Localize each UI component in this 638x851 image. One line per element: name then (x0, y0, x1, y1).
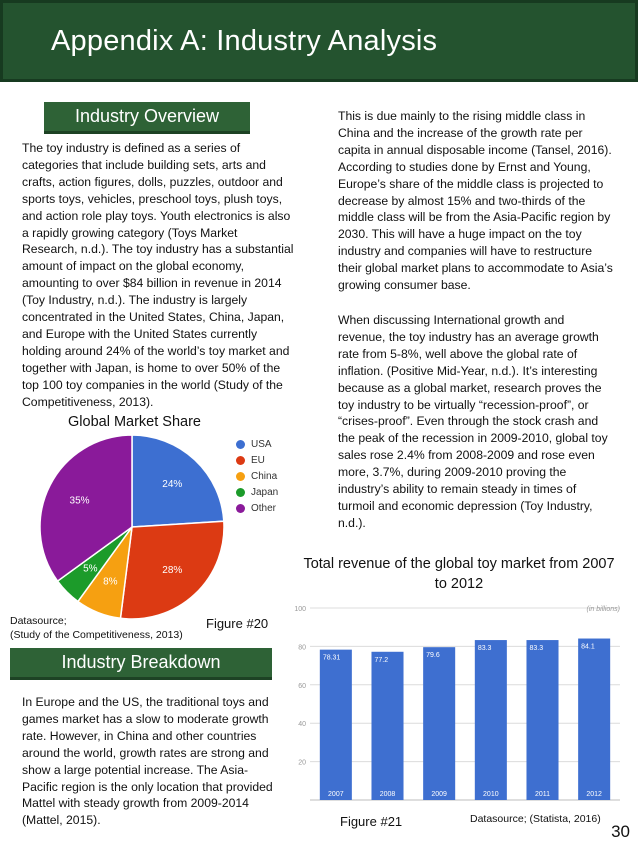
x-tick-label: 2007 (328, 791, 344, 798)
bar-2010 (475, 640, 507, 800)
x-tick-label: 2011 (534, 791, 551, 798)
bar-value-label: 83.3 (529, 645, 544, 653)
figure-20-label: Figure #20 (206, 616, 269, 631)
pie-data-label: 8% (103, 576, 118, 588)
legend-item-eu (236, 452, 278, 468)
middle-class-paragraph: This is due mainly to the rising middle class in China and the increase of the growth rate per capita in annual disposable income (Tansel, 2016). According to studies done by Ernst and Young, Europe’s share of the middle class is projected to decrease by almost 15% and two-thirds of the middle class will be from the Asia-Pacific region by 2030. This will have a huge impact on the toy industry and companies will have to restructure their global market plans to accommodate to Asia’s growing consumer base. (338, 109, 613, 293)
overview-paragraph: The toy industry is defined as a series of categories that include building sets, arts and crafts, action figures, dolls, puzzles, outdoor and sports toys, vehicles, preschool toys, plush toys, and action role play toys. Youth electronics is also a rapidly growing category (Toys Market Research, n.d.). The toy industry has a substantial amount of impact on the global economy, amounting to over $84 billion in revenue in 2014 (Toy Industry, n.d.). The industry is largely concentrated in the United States, China, Japan, and Europe with the United States currently holding around 24% of the world’s toy market and together with Japan, is home to over 50% of the top 100 toy companies in the world (Study of the Competitiveness, 2013). (22, 141, 294, 409)
section-heading-overview: Industry Overview (44, 102, 250, 134)
bar-value-label: 84.1 (581, 643, 595, 651)
x-tick-label: 2009 (431, 791, 447, 798)
bar-chart (290, 596, 630, 812)
legend-swatch (236, 504, 245, 513)
bar-datasource: Datasource; (Statista, 2016) (470, 813, 601, 825)
pie-chart-title: Global Market Share (68, 414, 201, 430)
bar-value-label: 83.3 (477, 645, 492, 653)
y-tick-label: 40 (298, 721, 306, 729)
legend-label: USA (251, 438, 272, 450)
legend-item-usa (236, 436, 278, 452)
legend-label: Other (251, 502, 277, 514)
x-tick-label: 2008 (379, 791, 396, 798)
bar-2008 (371, 652, 403, 800)
legend-swatch (236, 456, 245, 465)
bar-2011 (526, 640, 558, 800)
bar-chart-title: Total revenue of the global toy market from 2007 to 2012 (303, 556, 615, 592)
y-tick-label: 100 (294, 606, 306, 613)
page-title: Appendix A: Industry Analysis (51, 25, 438, 57)
legend-item-china (236, 468, 278, 484)
pie-data-label: 28% (162, 564, 183, 576)
bar-2012 (578, 639, 610, 800)
legend-label: EU (251, 454, 265, 466)
legend-label: Japan (251, 486, 279, 498)
y-tick-label: 80 (298, 644, 306, 652)
figure-21-label: Figure #21 (340, 814, 403, 829)
section-heading-breakdown: Industry Breakdown (10, 648, 272, 680)
bar-2009 (423, 647, 455, 800)
bar-value-label: 78.31 (322, 654, 341, 662)
page-number: 30 (611, 822, 630, 841)
y-tick-label: 60 (298, 682, 306, 690)
y-tick-label: 20 (298, 759, 306, 767)
pie-chart (20, 432, 230, 622)
legend-swatch (236, 440, 245, 449)
x-tick-label: 2010 (483, 791, 499, 798)
bar-unit-note: (in billions) (586, 606, 620, 613)
legend-swatch (236, 472, 245, 481)
legend-item-japan (236, 484, 278, 500)
bar-value-label: 79.6 (426, 652, 440, 660)
pie-data-label: 5% (83, 563, 98, 575)
pie-datasource-label: Datasource; (10, 615, 67, 627)
legend-label: China (251, 470, 278, 482)
header-banner (0, 0, 638, 82)
legend-item-other (236, 500, 278, 516)
pie-data-label: 35% (69, 495, 90, 507)
growth-paragraph: When discussing International growth and revenue, the toy industry has an average growth rate from 5-8%, well above the global rate of inflation. (Positive Mid-Year, n.d.). It’s interesting because as a global market, research proves the toy industry to be virtually “recession-proof”, or “crises-proof”. Even through the stock crash and the peak of the recession in 2009-2010, global toy sales rose 2.4% from 2008-2009 and rose even more, 3.7%, during 2009-2010 proving the industry’s ability to remain steady in times of turmoil and economic depression (Toy Industry, n.d.). (338, 313, 608, 530)
pie-datasource-ref: (Study of the Competitiveness, 2013) (10, 629, 183, 641)
breakdown-paragraph: In Europe and the US, the traditional toys and games market has a slow to moderate growth rate. However, in China and other countries around the world, growth rates are strong and show a large potential increase. The Asia-Pacific region is the only location that provided Mattel with steady growth from 2009-2014 (Mattel, 2015). (22, 695, 273, 828)
pie-legend (236, 436, 278, 516)
x-tick-label: 2012 (586, 791, 602, 798)
pie-data-label: 24% (162, 479, 183, 491)
bar-value-label: 77.2 (374, 656, 389, 664)
legend-swatch (236, 488, 245, 497)
bar-2007 (320, 650, 352, 800)
